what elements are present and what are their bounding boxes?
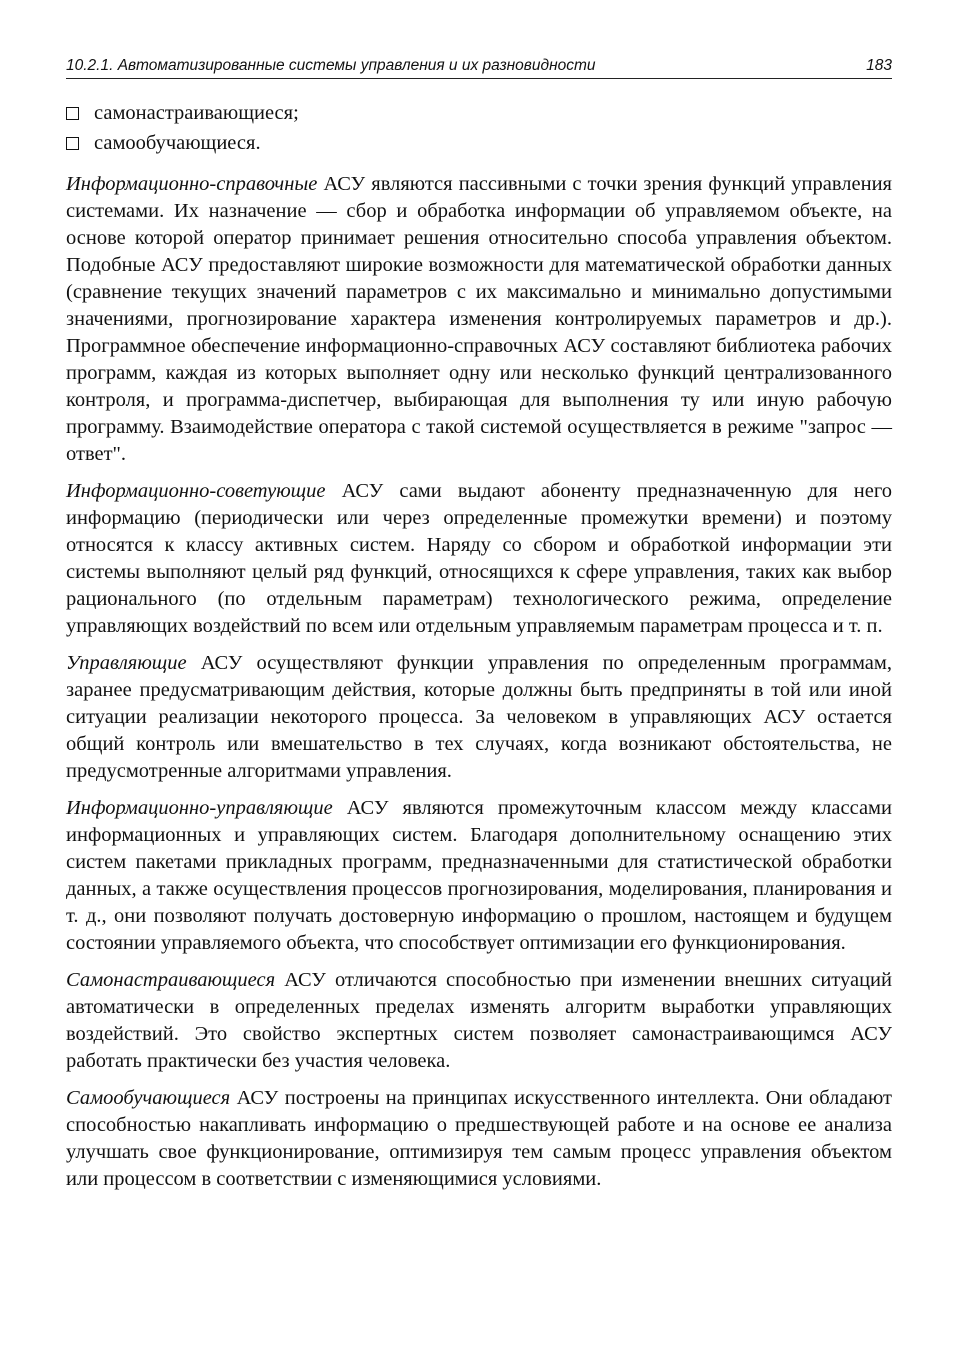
paragraph-text: АСУ осуществляют функции управления по определенным программам, заранее предусматривающим действия, которые должны быть предприняты в той или иной ситуации реализации некоторого процесса. За человеком в управляющих АСУ остается общий контроль или вмешательство в тех случаях, когда возникают обстоятельства, не предусмотренные алгоритмами управления. (66, 652, 892, 782)
list-item (66, 128, 892, 158)
paragraph-text: АСУ являются пассивными с точки зрения функций управления системами. Их назначение — сбор и обработка информации об управляемом объекте, на основе которой оператор принимает решения относительно способа управления объектом. Подобные АСУ предоставляют широкие возможности для математической обработки данных (сравнение текущих значений параметров с их максимально и минимально допустимыми значениями, прогнозирование характера изменения контролируемых параметров и др.). Программное обеспечение информационно-справочных АСУ составляют библиотека рабочих программ, каждая из которых выполняет одну или несколько функций централизованного контроля, и программа-диспетчер, выбирающая для выполнения ту или иную рабочую программу. Взаимодействие оператора с такой системой осуществляется в режиме "запрос — ответ". (66, 173, 892, 465)
paragraph-text: АСУ отличаются способностью при изменении внешних ситуаций автоматически в определенных пределах изменять алгоритм выработки управляющих воздействий. Это свойство экспертных систем позволяет самонастраивающимся АСУ работать практически без участия человека. (66, 969, 892, 1072)
book-page (66, 56, 892, 1203)
term: Информационно-управляющие (66, 797, 333, 819)
bullet-text: самонастраивающиеся; (94, 101, 299, 124)
term: Информационно-справочные (66, 173, 318, 195)
page-number: 183 (866, 57, 892, 74)
term: Самонастраивающиеся (66, 969, 276, 991)
paragraph-self-learning (66, 1085, 892, 1193)
bullet-text: самообучающиеся. (94, 131, 261, 154)
paragraph-text: АСУ построены на принципах искусственного интеллекта. Они обладают способностью накапливать информацию о предшествующей работе и на основе ее анализа улучшать свое функционирование, оптимизируя тем самым процесс управления объектом или процессом в соответствии с изменяющимися условиями. (66, 1087, 892, 1190)
page-body (66, 98, 892, 1193)
paragraph-info-advisory (66, 478, 892, 640)
checkbox-bullet-icon (66, 107, 79, 120)
paragraph-self-adjusting (66, 967, 892, 1075)
checkbox-bullet-icon (66, 137, 79, 150)
paragraph-info-control (66, 795, 892, 957)
paragraph-info-reference (66, 171, 892, 468)
paragraph-text: АСУ являются промежуточным классом между классами информационных и управляющих систем. Благодаря дополнительному оснащению этих систем пакетами прикладных программ, предназначенными для статистической обработки данных, а также осуществления процессов прогнозирования, моделирования, планирования и т. д., они позволяют получать достоверную информацию о прошлом, настоящем и будущем состоянии управляемого объекта, что способствует оптимизации его функционирования. (66, 797, 892, 954)
bullet-list (66, 98, 892, 158)
term: Самообучающиеся (66, 1087, 231, 1109)
list-item (66, 98, 892, 128)
running-header (66, 56, 892, 79)
paragraph-text: АСУ сами выдают абоненту предназначенную для него информацию (периодически или через определенные промежутки времени) и поэтому относятся к классу активных систем. Наряду со сбором и обработкой информации эти системы выполняют целый ряд функций, относящихся к сфере управления, таких как выбор рационального (по отдельным параметрам) технологического режима, определение управляющих воздействий по всем или отдельным управляемым параметрам процесса и т. п. (66, 480, 892, 637)
paragraph-control (66, 650, 892, 785)
section-title: 10.2.1. Автоматизированные системы управления и их разновидности (66, 57, 596, 74)
term: Информационно-советующие (66, 480, 326, 502)
term: Управляющие (66, 652, 187, 674)
